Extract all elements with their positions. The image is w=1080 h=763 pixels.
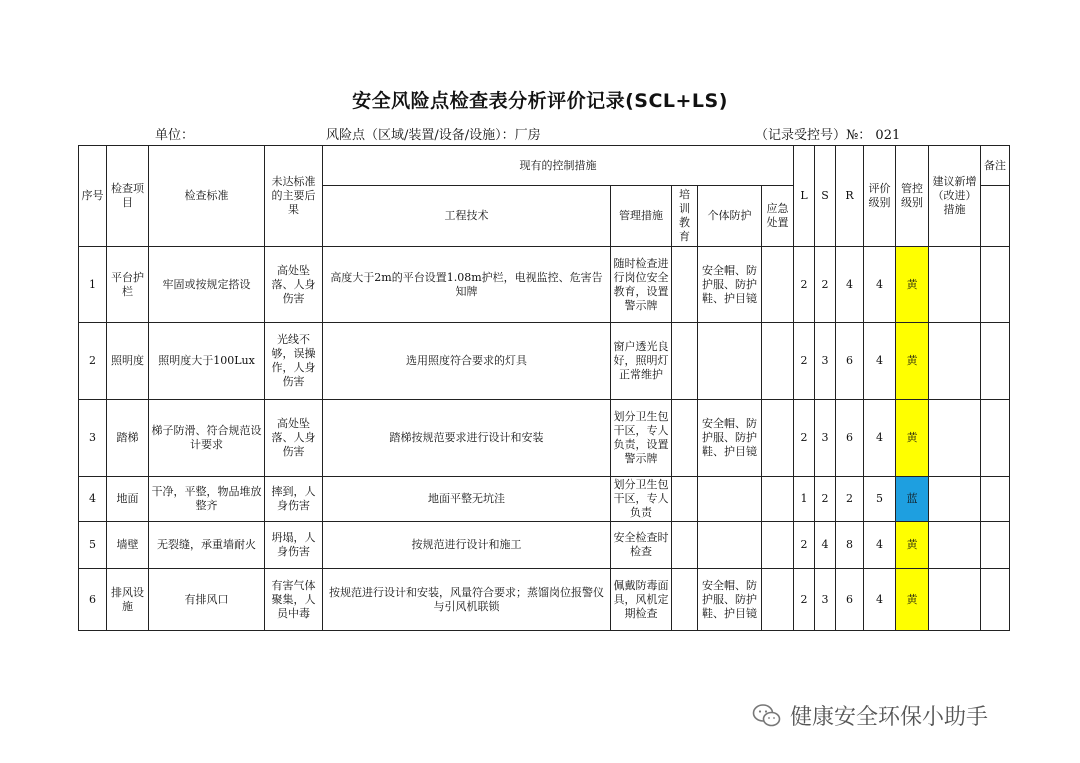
header-control-level: 管控级别 — [896, 146, 929, 247]
header-engineering: 工程技术 — [323, 186, 611, 247]
cell-training — [672, 400, 698, 477]
header-item: 检查项目 — [107, 146, 149, 247]
cell-emergency — [762, 247, 794, 323]
cell-eval: 4 — [864, 247, 896, 323]
cell-consequence: 高处坠落、人身伤害 — [265, 400, 323, 477]
cell-R: 8 — [836, 522, 864, 569]
cell-ppe — [698, 522, 762, 569]
cell-management: 窗户透光良好，照明灯正常维护 — [611, 323, 672, 400]
cell-eval: 4 — [864, 323, 896, 400]
cell-engineering: 按规范进行设计和安装，风量符合要求；蒸馏岗位报警仪与引风机联锁 — [323, 569, 611, 631]
cell-ppe: 安全帽、防护服、防护鞋、护目镜 — [698, 569, 762, 631]
header-s: S — [815, 146, 836, 247]
header-controls: 现有的控制措施 — [323, 146, 794, 186]
cell-L: 2 — [794, 522, 815, 569]
cell-S: 3 — [815, 569, 836, 631]
table-row — [79, 522, 1010, 569]
cell-eval: 5 — [864, 477, 896, 522]
cell-control: 黄 — [896, 247, 929, 323]
header-r: R — [836, 146, 864, 247]
cell-consequence: 有害气体聚集，人员中毒 — [265, 569, 323, 631]
cell-item: 墙壁 — [107, 522, 149, 569]
cell-training — [672, 323, 698, 400]
table-row — [79, 400, 1010, 477]
cell-control: 黄 — [896, 400, 929, 477]
cell-seq: 3 — [79, 400, 107, 477]
document-title: 安全风险点检查表分析评价记录(SCL+LS) — [352, 90, 728, 112]
cell-seq: 1 — [79, 247, 107, 323]
cell-ppe: 安全帽、防护服、防护鞋、护目镜 — [698, 247, 762, 323]
cell-management: 划分卫生包干区，专人负责 — [611, 477, 672, 522]
cell-L: 1 — [794, 477, 815, 522]
cell-training — [672, 247, 698, 323]
header-training: 培训教育 — [672, 186, 698, 247]
watermark — [752, 700, 988, 731]
cell-standard: 照明度大于100Lux — [149, 323, 265, 400]
cell-eval: 4 — [864, 569, 896, 631]
cell-seq: 2 — [79, 323, 107, 400]
header-remark: 备注 — [981, 146, 1010, 186]
cell-seq: 6 — [79, 569, 107, 631]
cell-eval: 4 — [864, 400, 896, 477]
cell-suggestion — [929, 569, 981, 631]
cell-ppe: 安全帽、防护服、防护鞋、护目镜 — [698, 400, 762, 477]
cell-suggestion — [929, 477, 981, 522]
cell-emergency — [762, 323, 794, 400]
cell-suggestion — [929, 247, 981, 323]
cell-suggestion — [929, 323, 981, 400]
cell-management: 随时检查进行岗位安全教育，设置警示牌 — [611, 247, 672, 323]
cell-seq: 4 — [79, 477, 107, 522]
remark-sub-cell — [981, 186, 1010, 247]
header-l: L — [794, 146, 815, 247]
cell-standard: 无裂缝，承重墙耐火 — [149, 522, 265, 569]
header-standard: 检查标准 — [149, 146, 265, 247]
table-row — [79, 569, 1010, 631]
cell-suggestion — [929, 400, 981, 477]
watermark-text: 健康安全环保小助手 — [790, 705, 989, 730]
cell-remark — [981, 247, 1010, 323]
cell-S: 2 — [815, 247, 836, 323]
record-number: （记录受控号）№： 021 — [755, 128, 901, 143]
risk-point-label: 风险点（区域/装置/设备/设施）：厂房 — [326, 128, 541, 143]
cell-item: 平台护栏 — [107, 247, 149, 323]
table-row — [79, 477, 1010, 522]
header-eval-level: 评价级别 — [864, 146, 896, 247]
cell-R: 4 — [836, 247, 864, 323]
cell-R: 6 — [836, 323, 864, 400]
cell-L: 2 — [794, 569, 815, 631]
cell-item: 照明度 — [107, 323, 149, 400]
cell-consequence: 光线不够，误操作，人身伤害 — [265, 323, 323, 400]
cell-control: 黄 — [896, 522, 929, 569]
cell-remark — [981, 323, 1010, 400]
cell-control: 黄 — [896, 569, 929, 631]
cell-L: 2 — [794, 247, 815, 323]
cell-engineering: 按规范进行设计和施工 — [323, 522, 611, 569]
cell-consequence: 高处坠落、人身伤害 — [265, 247, 323, 323]
unit-label: 单位： — [155, 128, 195, 143]
cell-emergency — [762, 522, 794, 569]
header-seq: 序号 — [79, 146, 107, 247]
cell-training — [672, 522, 698, 569]
wechat-icon — [752, 703, 782, 729]
cell-R: 6 — [836, 569, 864, 631]
cell-item: 踏梯 — [107, 400, 149, 477]
cell-emergency — [762, 477, 794, 522]
cell-L: 2 — [794, 323, 815, 400]
table-row — [79, 247, 1010, 323]
header-emergency: 应急处置 — [762, 186, 794, 247]
cell-remark — [981, 477, 1010, 522]
cell-emergency — [762, 569, 794, 631]
cell-emergency — [762, 400, 794, 477]
cell-engineering: 踏梯按规范要求进行设计和安装 — [323, 400, 611, 477]
cell-management: 安全检查时检查 — [611, 522, 672, 569]
cell-remark — [981, 569, 1010, 631]
evaluation-table — [78, 145, 1010, 631]
cell-ppe — [698, 477, 762, 522]
header-suggestion: 建议新增（改进）措施 — [929, 146, 981, 247]
cell-ppe — [698, 323, 762, 400]
cell-training — [672, 477, 698, 522]
cell-eval: 4 — [864, 522, 896, 569]
cell-R: 6 — [836, 400, 864, 477]
cell-item: 地面 — [107, 477, 149, 522]
header-consequence: 未达标准的主要后果 — [265, 146, 323, 247]
cell-engineering: 高度大于2m的平台设置1.08m护栏，电视监控、危害告知牌 — [323, 247, 611, 323]
cell-management: 划分卫生包干区，专人负责，设置警示牌 — [611, 400, 672, 477]
cell-remark — [981, 400, 1010, 477]
cell-management: 佩戴防毒面具，风机定期检查 — [611, 569, 672, 631]
cell-S: 2 — [815, 477, 836, 522]
cell-standard: 牢固或按规定搭设 — [149, 247, 265, 323]
cell-S: 3 — [815, 400, 836, 477]
cell-standard: 梯子防滑、符合规范设计要求 — [149, 400, 265, 477]
cell-L: 2 — [794, 400, 815, 477]
cell-control: 蓝 — [896, 477, 929, 522]
header-management: 管理措施 — [611, 186, 672, 247]
cell-engineering: 地面平整无坑洼 — [323, 477, 611, 522]
cell-seq: 5 — [79, 522, 107, 569]
header-ppe: 个体防护 — [698, 186, 762, 247]
cell-S: 3 — [815, 323, 836, 400]
cell-consequence: 摔到，人身伤害 — [265, 477, 323, 522]
cell-engineering: 选用照度符合要求的灯具 — [323, 323, 611, 400]
table-row — [79, 323, 1010, 400]
cell-standard: 干净，平整，物品堆放整齐 — [149, 477, 265, 522]
cell-consequence: 坍塌，人身伤害 — [265, 522, 323, 569]
cell-R: 2 — [836, 477, 864, 522]
cell-remark — [981, 522, 1010, 569]
cell-S: 4 — [815, 522, 836, 569]
cell-item: 排风设施 — [107, 569, 149, 631]
cell-control: 黄 — [896, 323, 929, 400]
cell-standard: 有排风口 — [149, 569, 265, 631]
cell-suggestion — [929, 522, 981, 569]
cell-training — [672, 569, 698, 631]
